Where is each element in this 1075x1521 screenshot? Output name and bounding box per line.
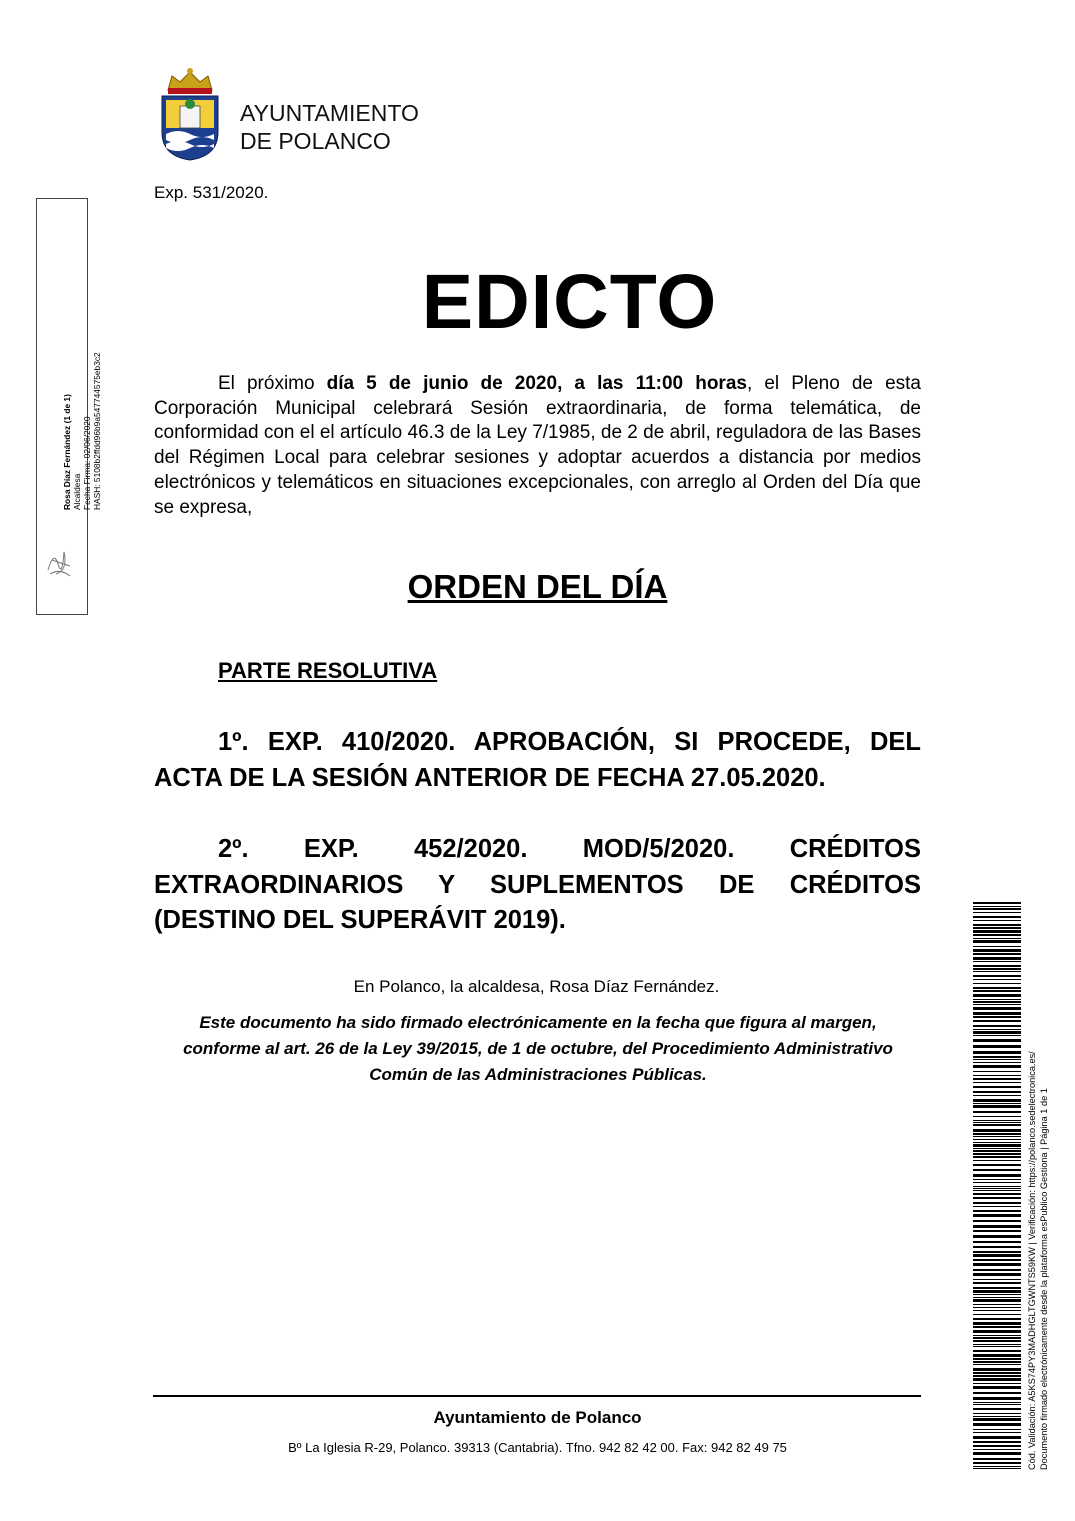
agenda-item-text: 1º. EXP. 410/2020. APROBACIÓN, SI PROCEDE, DEL ACTA DE LA SESIÓN ANTERIOR DE FECHA 27.05.2020. bbox=[154, 728, 921, 792]
orden-del-dia-text: ORDEN DEL DÍA bbox=[407, 568, 668, 605]
agenda-item bbox=[154, 832, 921, 939]
legal-note: Este documento ha sido firmado electrónicamente en la fecha que figura al margen, conforme al art. 26 de la Ley 39/2015, de 1 de octubre, del Procedimiento Administrativo Común de las Administraciones Públicas. bbox=[183, 1013, 893, 1084]
intro-lead: El próximo bbox=[218, 373, 327, 394]
validation-code: Cód. Validación: A5KS74PY3MADHGLTGWNTS59KW | Verificación: https://polanco.sedelectronica.es/ bbox=[1027, 1051, 1037, 1470]
intro-date: día 5 de junio de 2020, a las 11:00 horas bbox=[326, 373, 747, 394]
agenda-item bbox=[154, 725, 921, 796]
footer-organization bbox=[0, 1408, 1075, 1428]
intro-paragraph bbox=[154, 372, 921, 520]
document-title bbox=[0, 258, 1075, 347]
parte-resolutiva-heading: PARTE RESOLUTIVA bbox=[218, 658, 438, 683]
orden-del-dia-heading bbox=[0, 568, 1075, 606]
signer-role: Alcaldesa bbox=[72, 473, 82, 510]
signature-hash: HASH: 5108b2ffdd96b9a547744575eb3c2 bbox=[92, 352, 102, 510]
org-name-line2: DE POLANCO bbox=[240, 128, 391, 154]
intro-rest: , el Pleno de esta Corporación Municipal celebrará Sesión extraordinaria, de forma telemática, de conformidad con el el artículo 46.3 de la Ley 7/1985, de 2 de abril, reguladora de las Bases del Régimen Local para celebrar sesiones y adoptar acuerdos a distancia por medios electrónicos y telemáticos en situaciones excepcionales, con arreglo al Orden del Día que se expresa, bbox=[154, 373, 921, 518]
agenda-item-text: 2º. EXP. 452/2020. MOD/5/2020. CRÉDITOS EXTRAORDINARIOS Y SUPLEMENTOS DE CRÉDITOS (DESTINO DEL SUPERÁVIT 2019). bbox=[154, 835, 921, 934]
document-title-text: EDICTO bbox=[421, 259, 718, 345]
footer-address: Bº La Iglesia R-29, Polanco. 39313 (Cantabria). Tfno. 942 82 42 00. Fax: 942 82 49 75 bbox=[288, 1440, 787, 1455]
signature-line bbox=[0, 977, 1075, 997]
footer-organization-text: Ayuntamiento de Polanco bbox=[433, 1408, 642, 1427]
footer-divider bbox=[153, 1395, 921, 1397]
signer-name: Rosa Díaz Fernández (1 de 1) bbox=[62, 394, 72, 510]
coat-of-arms-icon bbox=[158, 66, 222, 162]
org-name-line1: AYUNTAMIENTO bbox=[240, 100, 419, 126]
signature-line-text: En Polanco, la alcaldesa, Rosa Díaz Fernández. bbox=[353, 977, 720, 996]
signature-date: Fecha Firma: 02/06/2020 bbox=[82, 416, 92, 510]
validation-info bbox=[1026, 970, 1050, 1470]
organization-name bbox=[240, 99, 419, 155]
validation-platform: Documento firmado electrónicamente desde la plataforma esPublico Gestiona | Página 1 de 1 bbox=[1039, 1088, 1049, 1470]
barcode-icon bbox=[973, 902, 1021, 1469]
expediente-reference: Exp. 531/2020. bbox=[154, 183, 269, 202]
